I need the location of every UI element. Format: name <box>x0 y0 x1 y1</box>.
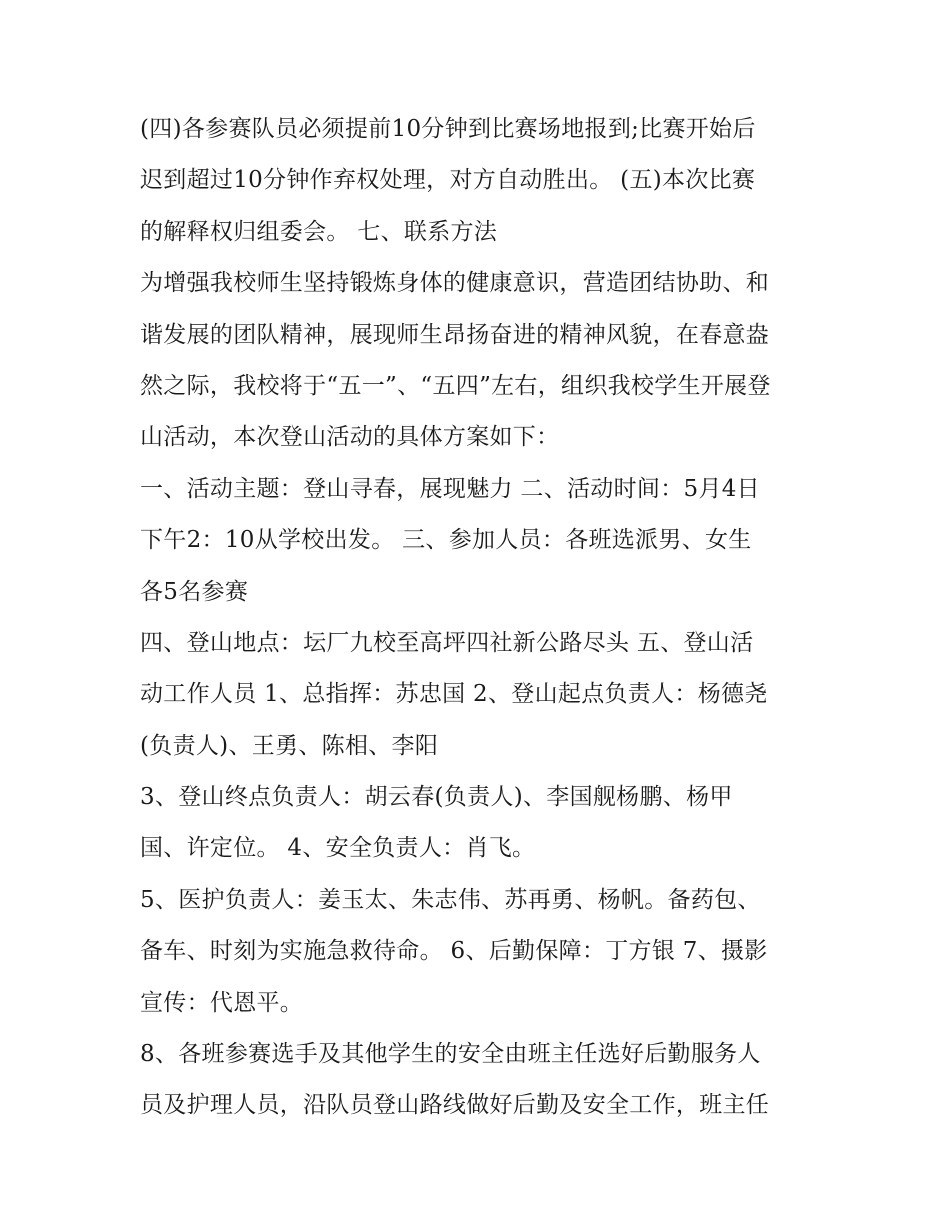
text-line: 的解释权归组委会。 七、联系方法 <box>140 218 498 245</box>
paragraph-finish-safety <box>140 772 820 875</box>
text-line: 四、登山地点：坛厂九校至高坪四社新公路尽头 五、登山活 <box>140 629 754 656</box>
text-line: 动工作人员 1、总指挥：苏忠国 2、登山起点负责人：杨德尧 <box>140 681 768 708</box>
paragraph-medical-logistics <box>140 875 820 1029</box>
text-line: 各5名参赛 <box>140 578 249 605</box>
text-line: (四)各参赛队员必须提前10分钟到比赛场地报到;比赛开始后 <box>140 116 756 142</box>
text-line: 山活动，本次登山活动的具体方案如下： <box>140 424 560 451</box>
document-body <box>140 104 820 1132</box>
paragraph-theme-time-participants <box>140 464 820 618</box>
text-line: 宣传：代恩平。 <box>140 989 304 1016</box>
text-line: 3、登山终点负责人：胡云春(负责人)、李国舰杨鹏、杨甲 <box>140 784 733 811</box>
text-line: 备车、时刻为实施急救待命。 6、后勤保障：丁方银 7、摄影 <box>140 938 768 965</box>
text-line: 然之际，我校将于“五一”、“五四”左右，组织我校学生开展登 <box>140 372 771 399</box>
paragraph-location-staff <box>140 618 820 772</box>
text-line: 迟到超过10分钟作弃权处理，对方自动胜出。 (五)本次比赛 <box>140 167 756 194</box>
paragraph-introduction <box>140 258 820 464</box>
text-line: 为增强我校师生坚持锻炼身体的健康意识，营造团结协助、和 <box>140 270 770 297</box>
text-line: (负责人)、王勇、陈相、李阳 <box>140 732 439 759</box>
paragraph-competition-rules <box>140 104 820 258</box>
text-line: 谐发展的团队精神，展现师生昂扬奋进的精神风貌，在春意盎 <box>140 321 770 348</box>
text-line: 一、活动主题：登山寻春，展现魅力 二、活动时间：5月4日 <box>140 475 760 502</box>
text-line: 下午2：10从学校出发。 三、参加人员：各班选派男、女生 <box>140 527 752 554</box>
paragraph-class-safety <box>140 1029 820 1132</box>
text-line: 国、许定位。 4、安全负责人：肖飞。 <box>140 835 536 862</box>
text-line: 8、各班参赛选手及其他学生的安全由班主任选好后勤服务人 <box>140 1041 761 1068</box>
text-line: 员及护理人员，沿队员登山路线做好后勤及安全工作，班主任 <box>140 1092 770 1119</box>
text-line: 5、医护负责人：姜玉太、朱志伟、苏再勇、杨帆。备药包、 <box>140 886 761 913</box>
